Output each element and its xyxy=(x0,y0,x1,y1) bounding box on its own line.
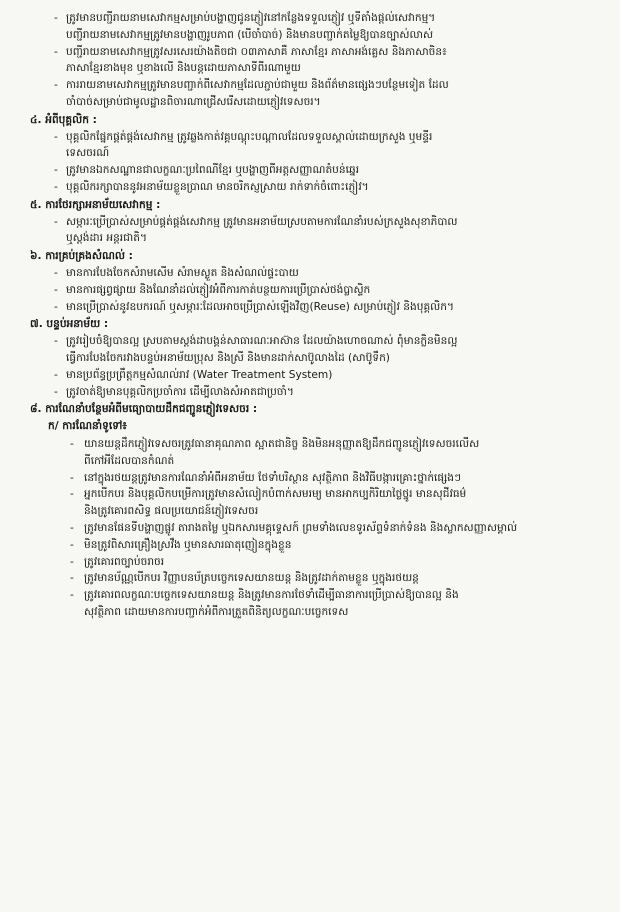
list-item: - មានការបែងចែកសំរាមសើម សំរាមស្ងួត និងសំណល់ផ្ទះបាយ xyxy=(54,266,299,279)
section-service-hygiene xyxy=(22,197,602,247)
item-text: បុគ្គលិកផ្នែកផ្គត់ផ្គង់សេវាកម្ម ត្រូវឆ្លងកាត់វគ្គបណ្តុះបណ្តាលដែលទទួលស្គាល់ដោយក្រសួង ឬមន្ទីរ xyxy=(66,130,433,143)
item-text: ត្រូវមានបញ្ជីរាយនាមសេវាកម្មសម្រាប់បង្ហាញជូនភ្ញៀវនៅកន្លែងទទួលភ្ញៀវ ឬទីតាំងផ្តល់សេវាកម្ម។ xyxy=(66,12,436,24)
item-text: មានការបែងចែកសំរាមសើម សំរាមស្ងួត និងសំណល់ផ្ទះបាយ xyxy=(66,266,299,279)
item-text: នៅក្នុងរថយន្តត្រូវមានការណែនាំអំពីអនាម័យ ថែទាំបរិស្ថាន សុវត្ថិភាព និងវិធីបង្ការគ្រោះថ្នាក់ផ្សេងៗ xyxy=(84,471,462,484)
list-item: - មិនត្រូវពិសារគ្រឿងស្រវឹង ឬមានសារធាតុញៀនក្នុងខ្លួន xyxy=(70,538,292,551)
section-waste-management xyxy=(22,248,602,315)
list-item-continuation: ពីកៅអីដែលបានកំណត់ xyxy=(84,454,175,467)
item-text: មានការផ្សព្វផ្សាយ និងណែនាំដល់ភ្ញៀវអំពីការកាត់បន្ថយការប្រើប្រាស់ថង់ប្លាស្ទិក xyxy=(66,283,371,296)
list-item: - មានការផ្សព្វផ្សាយ និងណែនាំដល់ភ្ញៀវអំពីការកាត់បន្ថយការប្រើប្រាស់ថង់ប្លាស្ទិក xyxy=(54,283,371,296)
list-item-continuation: ចាំបាច់សម្រាប់ជាមូលដ្ឋានពិចារណាជ្រើសរើសដោយភ្ញៀវទេសចរ។ xyxy=(66,95,321,108)
item-text: សម្ភារៈប្រើប្រាស់សម្រាប់ផ្គត់ផ្គង់សេវាកម្ម ត្រូវមានអនាម័យស្របតាមការណែនាំរបស់ក្រសួងសុខាភិបាល xyxy=(66,215,458,228)
list-item: - ត្រូវគោរពលក្ខណៈបច្ចេកទេសយានយន្ត និងត្រូវមានការថែទាំដើម្បីធានាការប្រើប្រាស់ឱ្យបានល្អ និង xyxy=(70,589,459,602)
list-item-continuation: និងត្រូវគោរពសិទ្ធ ផលប្រយោជន៍ភ្ញៀវទេសចរ xyxy=(84,505,259,518)
list-item: - មានប្រព័ន្ធប្រព្រឹត្តកម្មសំណល់រាវ (Water Treatment System) xyxy=(54,368,333,381)
list-item: - ត្រូវចាត់ឱ្យមានបុគ្គលិកប្រចាំការ ដើម្បីលាងសំអាតជាប្រចាំ។ xyxy=(54,385,294,398)
list-item: - សម្ភារៈប្រើប្រាស់សម្រាប់ផ្គត់ផ្គង់សេវាកម្ម ត្រូវមានអនាម័យស្របតាមការណែនាំរបស់ក្រសួងសុខាភិបាល xyxy=(54,215,458,228)
item-text: ការរាយនាមសេវាកម្មត្រូវមានបញ្ជាក់ពីសេវាកម្មដែលភ្ជាប់ជាមួយ និងព័ត៌មានផ្សេងៗបន្ថែមទៀត ដែល xyxy=(66,79,449,92)
section-heading: ៥. ការថែរក្សាអនាម័យសេវាកម្ម : xyxy=(30,198,161,211)
item-text: មានប្រព័ន្ធប្រព្រឹត្តកម្មសំណល់រាវ (Water Treatment System) xyxy=(66,368,333,381)
list-item: - ការរាយនាមសេវាកម្មត្រូវមានបញ្ជាក់ពីសេវាកម្មដែលភ្ជាប់ជាមួយ និងព័ត៌មានផ្សេងៗបន្ថែមទៀត ដែល xyxy=(54,79,449,92)
list-item: - បុគ្គលិករក្សាបាននូវអនាម័យខ្លួនប្រាណ មានចរិកស្ញស្រាយ រាក់ទាក់ចំពោះភ្ញៀវ។ xyxy=(54,180,369,193)
list-item-continuation: ធ្វើការបែងចែករវាងបន្ទប់អនាម័យប្រុស និងស្រី និងមានដាក់សាប៊ូលាងដៃ (សាប៊ូទឹក) xyxy=(66,351,390,364)
item-text: បុគ្គលិករក្សាបាននូវអនាម័យខ្លួនប្រាណ មានចរិកស្ញស្រាយ រាក់ទាក់ចំពោះភ្ញៀវ។ xyxy=(66,180,369,193)
list-item-continuation: ភាសាខ្មែរខាងមុខ ឬខាងលើ និងបន្តដោយភាសាទីពីរណាមួយ xyxy=(66,62,301,75)
item-text: ត្រូវរៀបចំឱ្យបានល្អ ស្របតាមស្តង់ដាបង្គន់សាធារណៈអាស៊ាន ដែលយ៉ាងហោចណាស់ ពុំមានក្លិនមិនល្អ xyxy=(66,335,458,348)
section-heading: ៦. ការគ្រប់គ្រងសំណល់ : xyxy=(30,250,133,263)
item-text: អ្នកបើកបរ និងបុគ្គលិកបម្រើការត្រូវមានសំលៀកបំពាក់សមរម្យ មានអាកប្បកិរិយាថ្លៃថ្នូរ មានសុជីវធម៌ xyxy=(84,488,467,501)
item-text: ត្រូវមានប័ណ្ណបើកបរ វិញ្ញាបនប័ត្របច្ចេកទេសយានយន្ត និងត្រូវដាក់តាមខ្លួន ឬក្នុងរថយន្ត xyxy=(84,572,419,585)
section-heading: ៧. បន្ទប់អនាម័យ : xyxy=(30,318,109,331)
list-item: - ត្រូវមានបញ្ជីរាយនាមសេវាកម្មសម្រាប់បង្ហាញជូនភ្ញៀវនៅកន្លែងទទួលភ្ញៀវ ឬទីតាំងផ្តល់សេវាកម្ម។ xyxy=(54,12,436,24)
list-item: - បុគ្គលិកផ្នែកផ្គត់ផ្គង់សេវាកម្ម ត្រូវឆ្លងកាត់វគ្គបណ្តុះបណ្តាលដែលទទួលស្គាល់ដោយក្រសួង ឬមន្ទីរ xyxy=(54,130,433,143)
list-item-continuation: ទេសចរណ៍ xyxy=(66,147,110,160)
item-text: ត្រូវគោរពច្បាប់ចរាចរ xyxy=(84,555,165,568)
top-bullet-list xyxy=(22,10,602,111)
item-text: ត្រូវចាត់ឱ្យមានបុគ្គលិកប្រចាំការ ដើម្បីលាងសំអាតជាប្រចាំ។ xyxy=(66,385,294,398)
list-item: - ត្រូវមានប័ណ្ណបើកបរ វិញ្ញាបនប័ត្របច្ចេកទេសយានយន្ត និងត្រូវដាក់តាមខ្លួន ឬក្នុងរថយន្ត xyxy=(70,572,419,585)
list-item: - យានយន្តដឹកភ្ញៀវទេសចរត្រូវធានាគុណភាព ស្អាតជានិច្ច និងមិនអនុញ្ញាតឱ្យដឹកជញ្ជូនភ្ញៀវទេសចរលើស xyxy=(70,437,480,450)
transport-bullet-list xyxy=(22,436,602,621)
item-text: ត្រូវគោរពលក្ខណៈបច្ចេកទេសយានយន្ត និងត្រូវមានការថែទាំដើម្បីធានាការប្រើប្រាស់ឱ្យបានល្អ និង xyxy=(84,589,459,602)
item-text: ត្រូវមានឯកសណ្ឋានជាលក្ខណៈប្រពៃណីខ្មែរ ឬបង្ហាញពីអត្តសញ្ញាណតំបន់ឆ្នេរ xyxy=(66,164,360,177)
list-item: - បញ្ជីរាយនាមសេវាកម្មត្រូវសរសេរយ៉ាងតិចជា ០៣ភាសាគឺ ភាសាខ្មែរ ភាសាអង់គ្លេស និងភាសាចិន៖ xyxy=(54,45,447,58)
list-item-continuation: បញ្ជីរាយនាមសេវាកម្មត្រូវមានបង្ហាញរូបភាព (បើចាំបាច់) និងមានបញ្ជាក់តម្លៃឱ្យបានច្បាស់លាស់ xyxy=(66,28,434,41)
item-text: មិនត្រូវពិសារគ្រឿងស្រវឹង ឬមានសារធាតុញៀនក្នុងខ្លួន xyxy=(84,538,292,551)
item-text: មានប្រើប្រាស់នូវឧបករណ៍ ឬសម្ភារៈដែលអាចប្រើប្រាស់ឡើងវិញ(Reuse) សម្រាប់ភ្ញៀវ និងបុគ្គលិក។ xyxy=(66,300,454,313)
list-item: - អ្នកបើកបរ និងបុគ្គលិកបម្រើការត្រូវមានសំលៀកបំពាក់សមរម្យ មានអាកប្បកិរិយាថ្លៃថ្នូរ មានសុជីវធម៌ xyxy=(70,488,467,501)
item-text: បញ្ជីរាយនាមសេវាកម្មត្រូវសរសេរយ៉ាងតិចជា ០៣ភាសាគឺ ភាសាខ្មែរ ភាសាអង់គ្លេស និងភាសាចិន៖ xyxy=(66,45,447,58)
item-text: យានយន្តដឹកភ្ញៀវទេសចរត្រូវធានាគុណភាព ស្អាតជានិច្ច និងមិនអនុញ្ញាតឱ្យដឹកជញ្ជូនភ្ញៀវទេសចរលើស xyxy=(84,437,480,450)
list-item-continuation: សុវត្ថិភាព ដោយមានការបញ្ជាក់អំពីការត្រួតពិនិត្យលក្ខណៈបច្ចេកទេស xyxy=(84,605,349,618)
item-text: ត្រូវមានផែនទីបង្ហាញផ្លូវ តារាងតម្លៃ ឬឯកសារមគ្គុទ្ទេសក៍ ព្រមទាំងលេខទូរស័ព្ទទំនាក់ទំនង និងស្លាកសញ្ញាសម្គាល់ xyxy=(84,521,518,534)
section-heading: ៤. អំពីបុគ្គលិក : xyxy=(30,113,97,126)
list-item: - នៅក្នុងរថយន្តត្រូវមានការណែនាំអំពីអនាម័យ ថែទាំបរិស្ថាន សុវត្ថិភាព និងវិធីបង្ការគ្រោះថ្នាក់ផ្សេងៗ xyxy=(70,471,462,484)
list-item: - ត្រូវរៀបចំឱ្យបានល្អ ស្របតាមស្តង់ដាបង្គន់សាធារណៈអាស៊ាន ដែលយ៉ាងហោចណាស់ ពុំមានក្លិនមិនល្អ xyxy=(54,335,458,348)
section-transport xyxy=(22,401,602,620)
list-item-continuation: ឬស្តង់ដារ អន្តរជាតិ។ xyxy=(66,232,147,245)
list-item: - ត្រូវមានឯកសណ្ឋានជាលក្ខណៈប្រពៃណីខ្មែរ ឬបង្ហាញពីអត្តសញ្ញាណតំបន់ឆ្នេរ xyxy=(54,164,360,177)
section-heading: ៨. ការណែនាំបន្ថែមអំពីមធ្យោបាយដឹកជញ្ជូនភ្ញៀវទេសចរ : xyxy=(30,403,258,416)
list-item: - មានប្រើប្រាស់នូវឧបករណ៍ ឬសម្ភារៈដែលអាចប្រើប្រាស់ឡើងវិញ(Reuse) សម្រាប់ភ្ញៀវ និងបុគ្គលិក។ xyxy=(54,300,454,313)
section-restrooms xyxy=(22,316,602,400)
list-item: - ត្រូវគោរពច្បាប់ចរាចរ xyxy=(70,555,165,568)
section-staff xyxy=(22,112,602,196)
subsection-heading: ក/ ការណែនាំទូទៅ៖ xyxy=(48,420,127,433)
list-item: - ត្រូវមានផែនទីបង្ហាញផ្លូវ តារាងតម្លៃ ឬឯកសារមគ្គុទ្ទេសក៍ ព្រមទាំងលេខទូរស័ព្ទទំនាក់ទំនង និងស្លាកសញ្ញាសម្គាល់ xyxy=(70,521,518,534)
